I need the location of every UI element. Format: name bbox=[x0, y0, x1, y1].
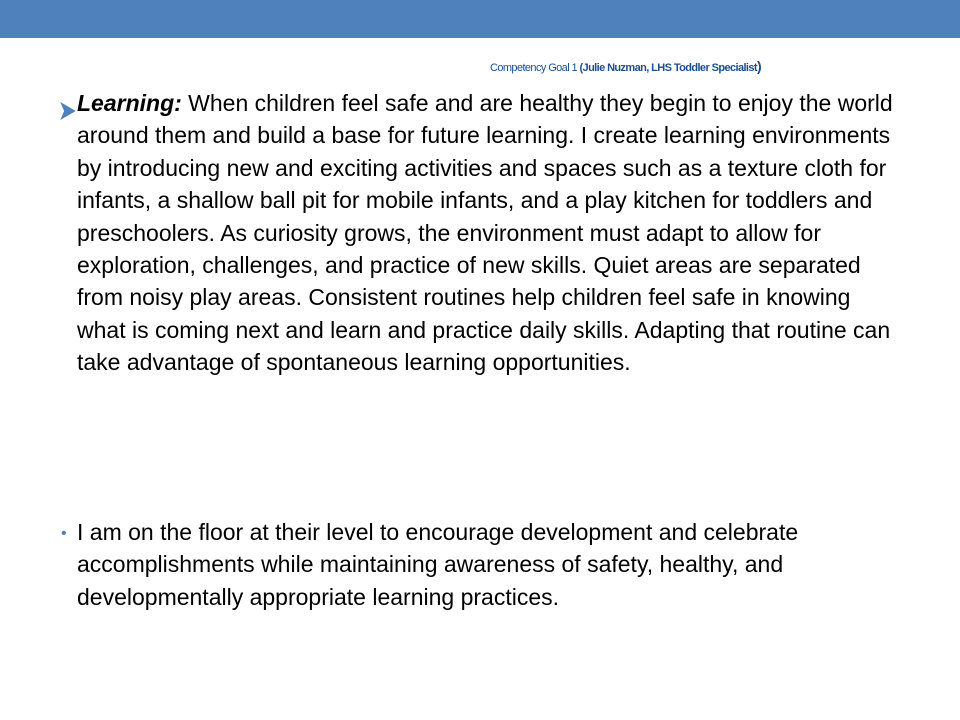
bullet-lead-term: Learning: bbox=[77, 90, 182, 116]
subtitle-close-paren: ) bbox=[756, 58, 762, 74]
subtitle-author: (Julie Nuzman, LHS Toddler Specialist bbox=[579, 62, 757, 74]
subtitle-main: Competency Goal 1 bbox=[490, 62, 580, 74]
slide-subtitle bbox=[490, 58, 930, 74]
dot-bullet-icon: • bbox=[61, 525, 67, 542]
bullet-paragraph bbox=[77, 87, 899, 379]
bullet-paragraph: I am on the floor at their level to encourage development and celebrate accomplishments while maintaining awareness of safety, healthy, and developmentally appropriate learning practices. bbox=[77, 519, 799, 610]
header-bar bbox=[0, 0, 960, 38]
bullet-body-text: When children feel safe and are healthy they begin to enjoy the world around them and build a base for future learning. I create learning environments by introducing new and exciting activities and spaces such as a texture cloth for infants, a shallow ball pit for mobile infants, and a play kitchen for toddlers and preschoolers. As curiosity grows, the environment must adapt to allow for exploration, challenges, and practice of new skills. Quiet areas are separated from noisy play areas. Consistent routines help children feel safe in knowing what is coming next and learn and practice daily skills. Adapting that routine can take advantage of spontaneous learning opportunities. bbox=[77, 90, 893, 376]
arrow-bullet-icon bbox=[59, 95, 77, 127]
